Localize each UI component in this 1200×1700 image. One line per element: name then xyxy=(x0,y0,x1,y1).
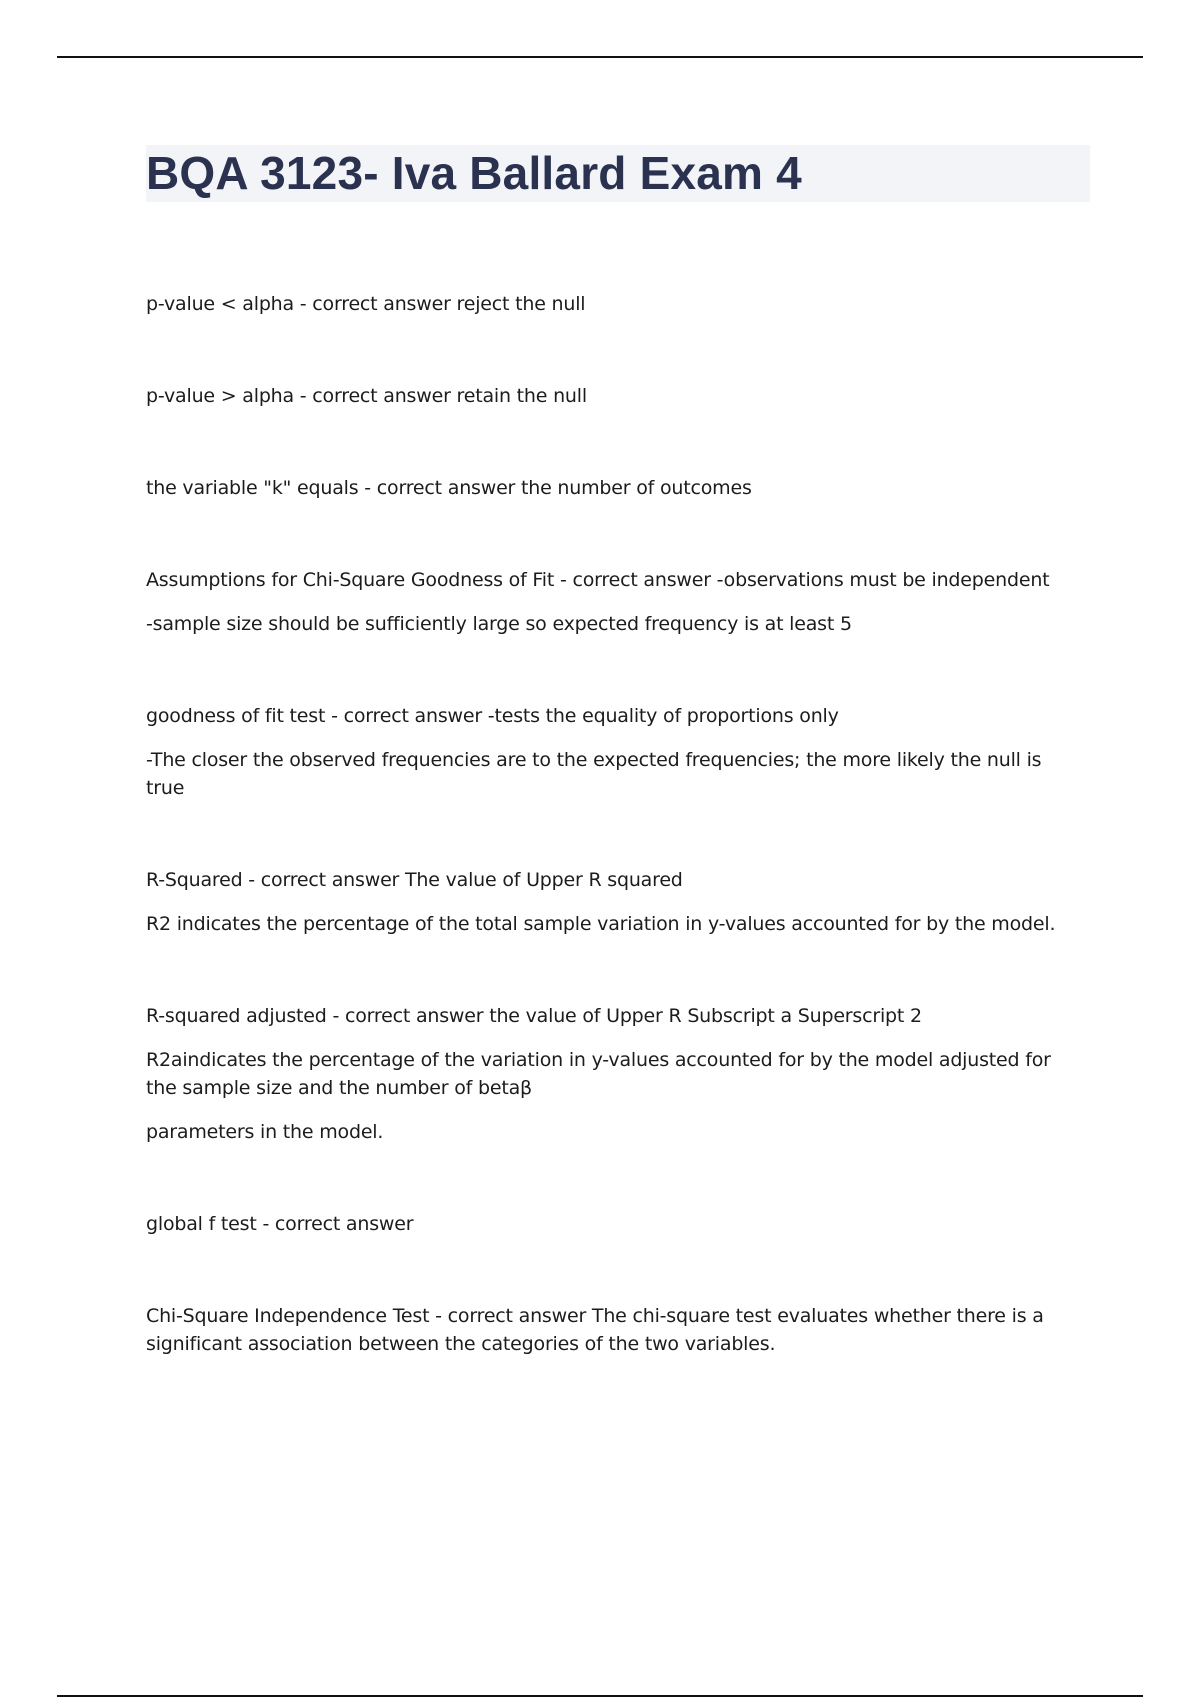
bottom-rule xyxy=(57,1695,1143,1697)
qa-entry-r-squared-adjusted xyxy=(146,1002,1066,1146)
entry-text: -The closer the observed frequencies are to the expected frequencies; the more likely the null is true xyxy=(146,749,1042,799)
qa-entry-goodness-of-fit xyxy=(146,702,1066,802)
entry-text: R2aindicates the percentage of the variation in y-values accounted for by the model adjusted for the sample size and the number of betaβ xyxy=(146,1049,1051,1099)
entry-text: global f test - correct answer xyxy=(146,1213,414,1235)
entry-text: -sample size should be sufficiently large so expected frequency is at least 5 xyxy=(146,613,852,635)
qa-entry-chi-square-independence xyxy=(146,1302,1066,1358)
entry-text: p-value < alpha - correct answer reject the null xyxy=(146,293,586,315)
entry-text: R2 indicates the percentage of the total sample variation in y-values accounted for by the model. xyxy=(146,913,1056,935)
entry-text: R-Squared - correct answer The value of Upper R squared xyxy=(146,869,683,891)
entry-text: Chi-Square Independence Test - correct answer The chi-square test evaluates whether there is a significant association between the categories of the two variables. xyxy=(146,1305,1044,1355)
qa-entry-pvalue-less xyxy=(146,290,1066,318)
qa-entry-chi-square-assumptions xyxy=(146,566,1066,638)
entry-text: Assumptions for Chi-Square Goodness of Fit - correct answer -observations must be independent xyxy=(146,569,1050,591)
entry-text: goodness of fit test - correct answer -tests the equality of proportions only xyxy=(146,705,839,727)
qa-entry-r-squared xyxy=(146,866,1066,938)
document-body xyxy=(146,290,1066,1422)
top-rule xyxy=(57,56,1143,58)
qa-entry-pvalue-greater xyxy=(146,382,1066,410)
qa-entry-global-f-test xyxy=(146,1210,1066,1238)
entry-text: the variable "k" equals - correct answer the number of outcomes xyxy=(146,477,752,499)
document-title: BQA 3123- Iva Ballard Exam 4 xyxy=(146,147,802,199)
entry-text: R-squared adjusted - correct answer the value of Upper R Subscript a Superscript 2 xyxy=(146,1005,922,1027)
entry-text: parameters in the model. xyxy=(146,1121,384,1143)
qa-entry-variable-k xyxy=(146,474,1066,502)
entry-text: p-value > alpha - correct answer retain the null xyxy=(146,385,587,407)
